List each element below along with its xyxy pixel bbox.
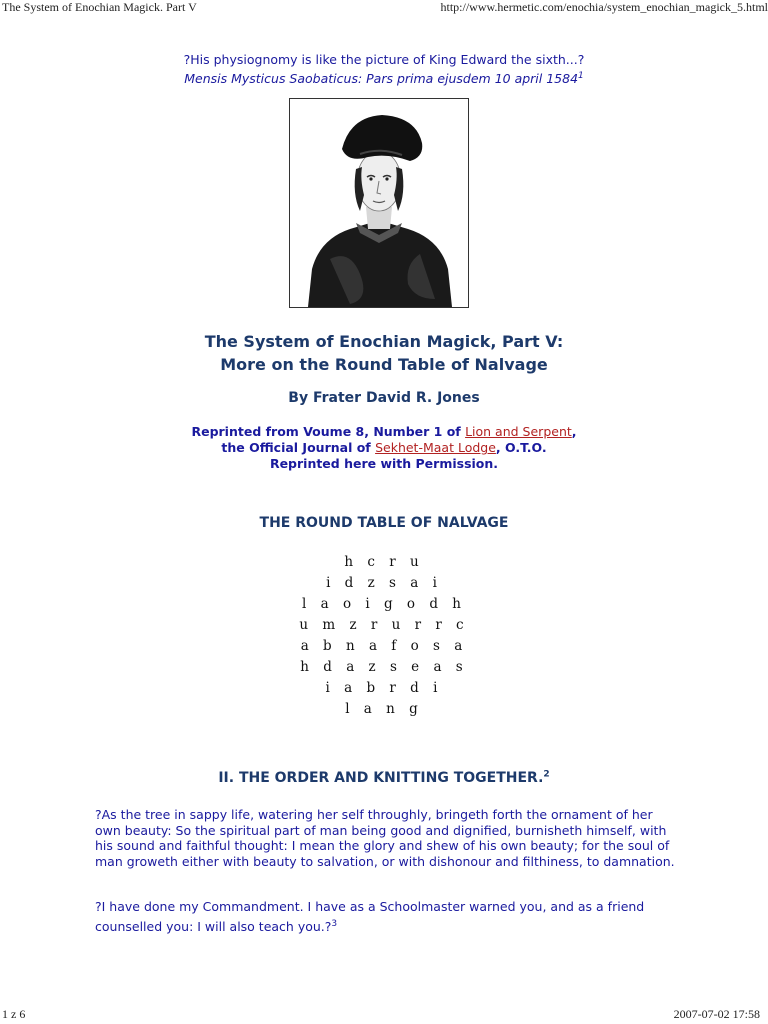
nalvage-row: l a o i g o d h xyxy=(302,596,466,612)
print-header-url: http://www.hermetic.com/enochia/system_enochian_magick_5.html xyxy=(440,0,768,14)
print-timestamp: 2007-07-02 17:58 xyxy=(673,1007,760,1021)
reprint-text-3: the Official Journal of xyxy=(221,440,376,455)
epigraph-citation-text: Mensis Mysticus Saobaticus: Pars prima ejusdem 10 april 1584 xyxy=(184,71,579,86)
print-footer xyxy=(0,1008,768,1024)
reprint-notice xyxy=(0,424,768,472)
footnote-ref-2[interactable]: 2 xyxy=(543,769,550,780)
reprint-text-1: Reprinted from Voume 8, Number 1 of xyxy=(191,424,466,439)
article-title xyxy=(0,330,768,376)
lion-and-serpent-link[interactable]: Lion and Serpent xyxy=(465,424,572,439)
reprint-line1 xyxy=(0,424,768,440)
footnote-ref-3[interactable]: 3 xyxy=(331,918,338,929)
section-heading-2-text: II. THE ORDER AND KNITTING TOGETHER. xyxy=(218,770,544,786)
sekhet-maat-lodge-link[interactable]: Sekhet-Maat Lodge xyxy=(375,440,496,455)
nalvage-row: i d z s a i xyxy=(326,575,442,591)
reprint-text-2: , xyxy=(571,424,577,439)
nalvage-row: l a n g xyxy=(345,701,423,717)
section-heading-2 xyxy=(0,770,768,786)
round-table-of-nalvage xyxy=(0,552,768,720)
nalvage-row: h d a z s e a s xyxy=(300,659,468,675)
paragraph-2 xyxy=(95,897,675,937)
reprint-text-4: , O.T.O. xyxy=(495,440,547,455)
portrait-image xyxy=(289,98,469,308)
portrait-engraving xyxy=(290,99,468,307)
article-title-line2: More on the Round Table of Nalvage xyxy=(220,355,548,374)
print-header xyxy=(0,0,768,16)
footnote-ref-1[interactable]: 1 xyxy=(578,70,584,81)
article-byline: By Frater David R. Jones xyxy=(288,390,480,406)
nalvage-row: h c r u xyxy=(344,554,424,570)
nalvage-row: i a b r d i xyxy=(325,680,443,696)
paragraph-2-text: ?I have done my Commandment. I have as a Schoolmaster warned you, and as a friend counselled you: I will also teach you.? xyxy=(95,899,645,934)
nalvage-row: a b n a f o s a xyxy=(300,638,468,654)
epigraph xyxy=(0,50,768,88)
page-number: 1 z 6 xyxy=(2,1007,26,1021)
paragraph-1: ?As the tree in sappy life, watering her self throughly, bringeth forth the ornament of her own beauty: So the spiritual part of man being good and dignified, burnisheth himself, with his sound and faithful thought: I mean the glory and shew of his own beauty; for the soul of man groweth either with beauty to salvation, or with dishonour and filthiness, to damnation. xyxy=(95,807,675,869)
epigraph-quote: ?His physiognomy is like the picture of King Edward the sixth...? xyxy=(183,52,585,67)
article-title-line1: The System of Enochian Magick, Part V: xyxy=(204,332,564,351)
round-table-heading: THE ROUND TABLE OF NALVAGE xyxy=(259,515,509,531)
epigraph-citation xyxy=(0,69,768,88)
nalvage-row: u m z r u r r c xyxy=(299,617,469,633)
print-header-title: The System of Enochian Magick. Part V xyxy=(2,0,197,14)
reprint-line3: Reprinted here with Permission. xyxy=(269,456,499,471)
reprint-line2 xyxy=(0,440,768,456)
